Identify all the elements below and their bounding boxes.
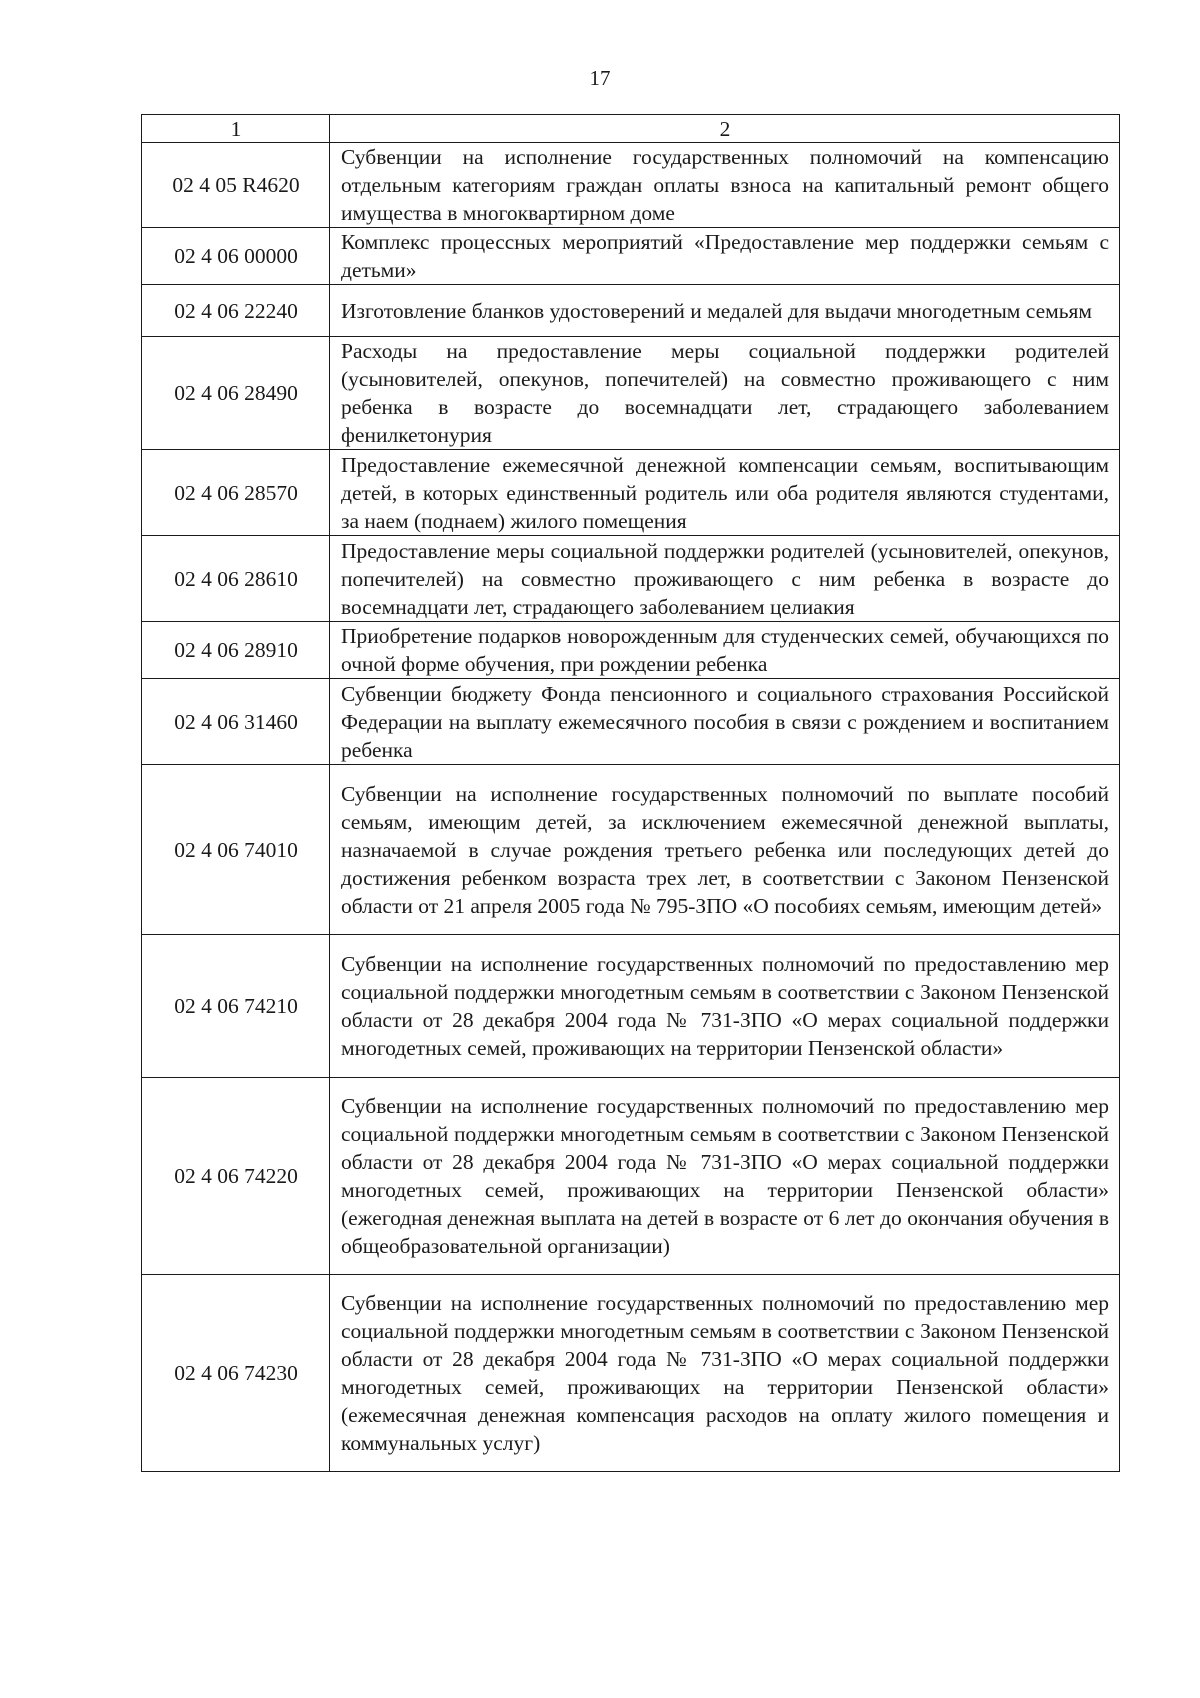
row-description: Субвенции на исполнение государственных полномочий по выплате пособий семьям, имеющим детей, за исключением ежемесячной денежной выплаты, назначаемой в случае рождения третьего ребенка или последующих детей до достижения ребенком возраста трех лет, в соответствии с Законом Пензенской области от 21 апреля 2005 года № 795-ЗПО «О пособиях семьям, имеющим детей» [330,765,1120,935]
row-code: 02 4 06 22240 [142,285,330,337]
row-code: 02 4 06 28610 [142,536,330,622]
row-code: 02 4 06 28570 [142,450,330,536]
row-code: 02 4 06 28490 [142,337,330,450]
row-description: Приобретение подарков новорожденным для студенческих семей, обучающихся по очной форме обучения, при рождении ребенка [330,622,1120,679]
row-code: 02 4 06 00000 [142,228,330,285]
row-code: 02 4 06 28910 [142,622,330,679]
page-number: 17 [589,66,611,90]
row-code: 02 4 06 31460 [142,679,330,765]
row-description: Субвенции на исполнение государственных полномочий по предоставлению мер социальной поддержки многодетным семьям в соответствии с Законом Пензенской области от 28 декабря 2004 года № 731-ЗПО «О мерах социальной поддержки многодетных семей, проживающих на территории Пензенской области» [330,935,1120,1078]
table-row [142,679,1120,765]
table-row [142,536,1120,622]
table-row [142,450,1120,536]
table-row [142,1275,1120,1472]
table-row [142,143,1120,228]
column-header-description: 2 [330,115,1120,143]
table-row [142,765,1120,935]
row-description: Расходы на предоставление меры социальной поддержки родителей (усыновителей, опекунов, попечителей) на совместно проживающего с ним ребенка в возрасте до восемнадцати лет, страдающего заболеванием фенилкетонурия [330,337,1120,450]
row-description: Субвенции на исполнение государственных полномочий по предоставлению мер социальной поддержки многодетным семьям в соответствии с Законом Пензенской области от 28 декабря 2004 года № 731-ЗПО «О мерах социальной поддержки многодетных семей, проживающих на территории Пензенской области» (ежегодная денежная выплата на детей в возрасте от 6 лет до окончания обучения в общеобразовательной организации) [330,1078,1120,1275]
table-row [142,622,1120,679]
table-header-row [142,115,1120,143]
column-header-code: 1 [142,115,330,143]
row-description: Предоставление ежемесячной денежной компенсации семьям, воспитывающим детей, в которых единственный родитель или оба родителя являются студентами, за наем (поднаем) жилого помещения [330,450,1120,536]
table-row [142,1078,1120,1275]
row-code: 02 4 06 74210 [142,935,330,1078]
row-code: 02 4 06 74230 [142,1275,330,1472]
row-description: Субвенции на исполнение государственных полномочий на компенсацию отдельным категориям граждан оплаты взноса на капитальный ремонт общего имущества в многоквартирном доме [330,143,1120,228]
row-description: Комплекс процессных мероприятий «Предоставление мер поддержки семьям с детьми» [330,228,1120,285]
row-description: Предоставление меры социальной поддержки родителей (усыновителей, опекунов, попечителей) на совместно проживающего с ним ребенка в возрасте до восемнадцати лет, страдающего заболеванием целиакия [330,536,1120,622]
budget-classification-table [141,114,1120,1472]
table-row [142,935,1120,1078]
table-header [142,115,1120,143]
table-row [142,337,1120,450]
row-code: 02 4 06 74220 [142,1078,330,1275]
row-code: 02 4 06 74010 [142,765,330,935]
row-code: 02 4 05 R4620 [142,143,330,228]
row-description: Субвенции бюджету Фонда пенсионного и социального страхования Российской Федерации на выплату ежемесячного пособия в связи с рождением и воспитанием ребенка [330,679,1120,765]
row-description: Субвенции на исполнение государственных полномочий по предоставлению мер социальной поддержки многодетным семьям в соответствии с Законом Пензенской области от 28 декабря 2004 года № 731-ЗПО «О мерах социальной поддержки многодетных семей, проживающих на территории Пензенской области» (ежемесячная денежная компенсация расходов на оплату жилого помещения и коммунальных услуг) [330,1275,1120,1472]
table-body [142,143,1120,1472]
table-row [142,228,1120,285]
row-description: Изготовление бланков удостоверений и медалей для выдачи многодетным семьям [330,285,1120,337]
table-row [142,285,1120,337]
